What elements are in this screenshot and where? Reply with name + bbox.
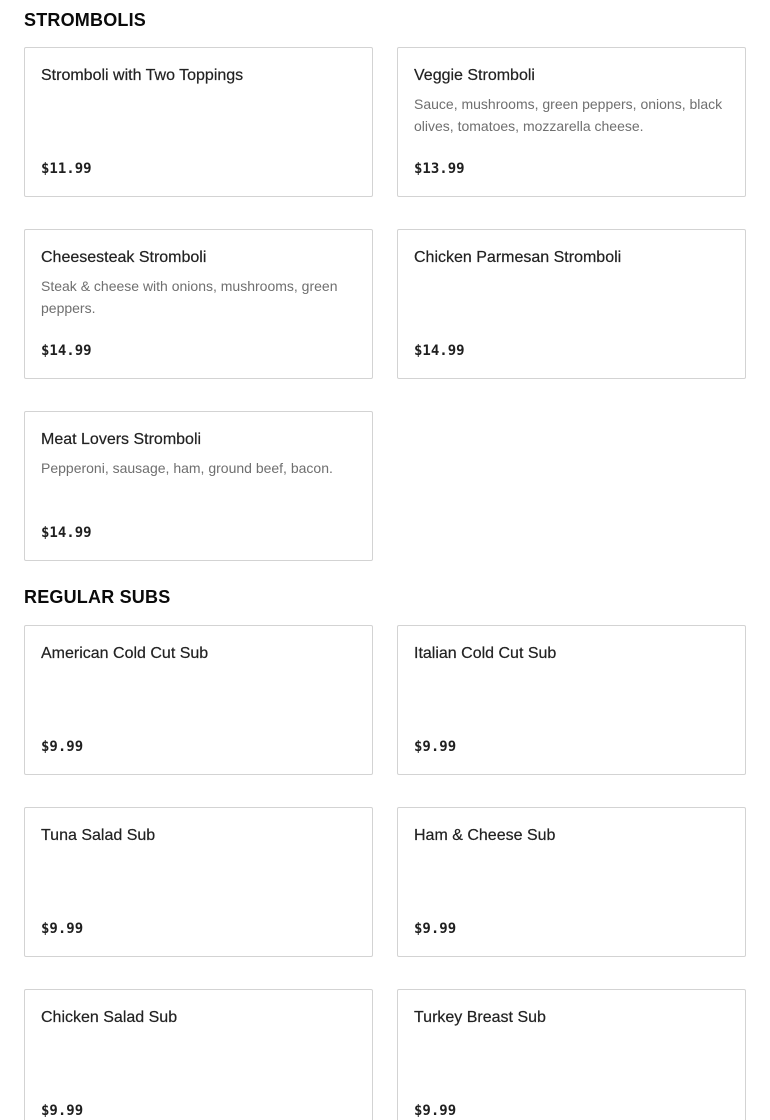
menu-item-card[interactable] bbox=[24, 411, 373, 561]
menu-item-card[interactable] bbox=[24, 625, 373, 775]
menu-item-description: Pepperoni, sausage, ham, ground beef, bacon. bbox=[41, 460, 333, 476]
menu-item-name: American Cold Cut Sub bbox=[41, 645, 209, 662]
menu-item-card[interactable] bbox=[397, 989, 746, 1120]
menu-item-name: Chicken Salad Sub bbox=[41, 1009, 178, 1026]
menu-item-description: Sauce, mushrooms, green peppers, onions, black olives, tomatoes, mozzarella cheese. bbox=[414, 96, 723, 134]
menu-item-price: $14.99 bbox=[41, 343, 92, 359]
menu-item-card[interactable] bbox=[24, 989, 373, 1120]
section-title-regular-subs: REGULAR SUBS bbox=[24, 587, 171, 607]
menu-item-price: $9.99 bbox=[41, 739, 84, 755]
menu-item-card[interactable] bbox=[397, 807, 746, 957]
menu-item-name: Chicken Parmesan Stromboli bbox=[414, 249, 622, 266]
menu-item-card[interactable] bbox=[397, 625, 746, 775]
menu-item-card[interactable] bbox=[24, 229, 373, 379]
menu-item-price: $11.99 bbox=[41, 161, 92, 177]
menu-item-name: Cheesesteak Stromboli bbox=[41, 249, 207, 266]
menu-item-price: $9.99 bbox=[414, 1103, 457, 1119]
menu-item-card[interactable] bbox=[397, 229, 746, 379]
menu-item-price: $14.99 bbox=[41, 525, 92, 541]
menu-item-name: Stromboli with Two Toppings bbox=[41, 67, 244, 84]
menu-item-price: $9.99 bbox=[414, 739, 457, 755]
menu-item-name: Italian Cold Cut Sub bbox=[414, 645, 557, 662]
menu-item-name: Meat Lovers Stromboli bbox=[41, 431, 202, 448]
menu-item-price: $9.99 bbox=[41, 1103, 84, 1119]
menu-item-name: Veggie Stromboli bbox=[414, 67, 535, 84]
menu-item-price: $14.99 bbox=[414, 343, 465, 359]
menu-item-price: $13.99 bbox=[414, 161, 465, 177]
menu-item-price: $9.99 bbox=[414, 921, 457, 937]
menu-item-name: Tuna Salad Sub bbox=[41, 827, 156, 844]
menu-item-description: Steak & cheese with onions, mushrooms, green peppers. bbox=[41, 278, 338, 316]
section-title-strombolis: STROMBOLIS bbox=[24, 10, 146, 30]
menu-item-price: $9.99 bbox=[41, 921, 84, 937]
menu-item-card[interactable] bbox=[24, 47, 373, 197]
menu-item-card[interactable] bbox=[24, 807, 373, 957]
menu-item-card[interactable] bbox=[397, 47, 746, 197]
menu-item-name: Turkey Breast Sub bbox=[414, 1009, 546, 1026]
menu-item-name: Ham & Cheese Sub bbox=[414, 827, 556, 844]
